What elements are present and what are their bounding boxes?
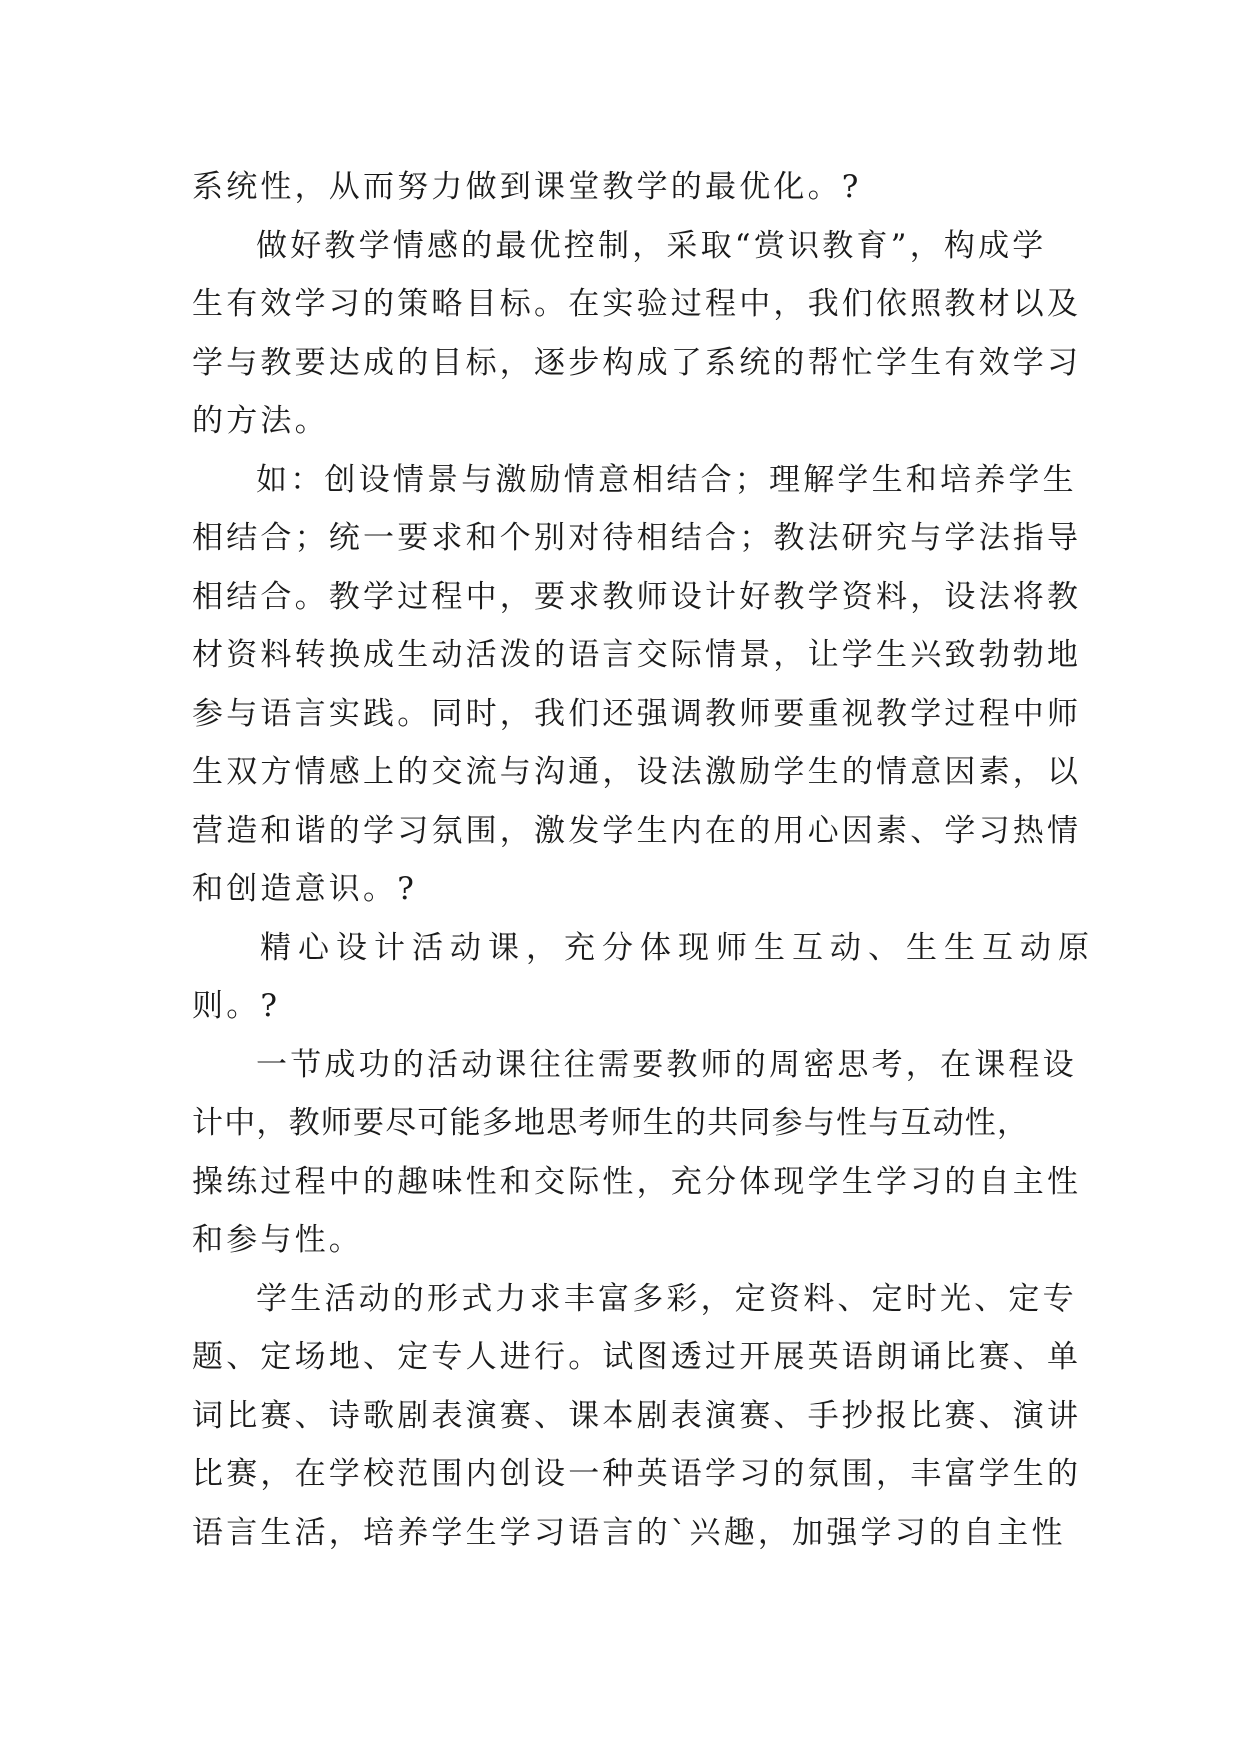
text-line: 题、定场地、定专人进行。试图透过开展英语朗诵比赛、单 (192, 1339, 1082, 1375)
paragraph-first-line: 做好教学情感的最优控制，采取“赏识教育”，构成学 (256, 227, 1047, 264)
text-line: 参与语言实践。同时，我们还强调教师要重视教学过程中师 (192, 695, 1082, 732)
text-line: 计中，教师要尽可能多地思考师生的共同参与性与互动性， (192, 1105, 1030, 1141)
text-line: 和参与性。 (192, 1222, 363, 1258)
text-line: 材资料转换成生动活泼的语言交际情景，让学生兴致勃勃地 (192, 637, 1082, 673)
text-line: 操练过程中的趣味性和交际性，充分体现学生学习的自主性 (192, 1163, 1082, 1200)
text-line: 语言生活，培养学生学习语言的`兴趣，加强学习的自主性 (192, 1514, 1066, 1551)
body-text (192, 158, 1096, 1562)
text-line: 相结合；统一要求和个别对待相结合；教法研究与学法指导 (192, 520, 1082, 556)
text-line: 营造和谐的学习氛围，激发学生内在的用心因素、学习热情 (192, 812, 1082, 849)
text-line: 和创造意识。? (192, 871, 418, 907)
text-line: 则。? (192, 988, 281, 1024)
paragraph-first-line: 一节成功的活动课往往需要教师的周密思考，在课程设 (256, 1046, 1077, 1083)
text-line: 比赛，在学校范围内创设一种英语学习的氛围，丰富学生的 (192, 1456, 1082, 1492)
text-line: 生有效学习的策略目标。在实验过程中，我们依照教材以及 (192, 286, 1082, 322)
paragraph-first-line: 学生活动的形式力求丰富多彩，定资料、定时光、定专 (256, 1280, 1077, 1317)
text-line: 学与教要达成的目标，逐步构成了系统的帮忙学生有效学习 (192, 344, 1082, 381)
text-line: 词比赛、诗歌剧表演赛、课本剧表演赛、手抄报比赛、演讲 (192, 1397, 1082, 1434)
text-line: 系统性，从而努力做到课堂教学的最优化。? (192, 169, 862, 205)
text-line: 生双方情感上的交流与沟通，设法激励学生的情意因素，以 (192, 754, 1082, 790)
section-heading-line: 精心设计活动课，充分体现师生互动、生生互动原 (260, 929, 1096, 966)
text-line: 的方法。 (192, 403, 329, 439)
paragraph-first-line: 如：创设情景与激励情意相结合；理解学生和培养学生 (256, 461, 1077, 498)
text-line: 相结合。教学过程中，要求教师设计好教学资料，设法将教 (192, 578, 1082, 615)
